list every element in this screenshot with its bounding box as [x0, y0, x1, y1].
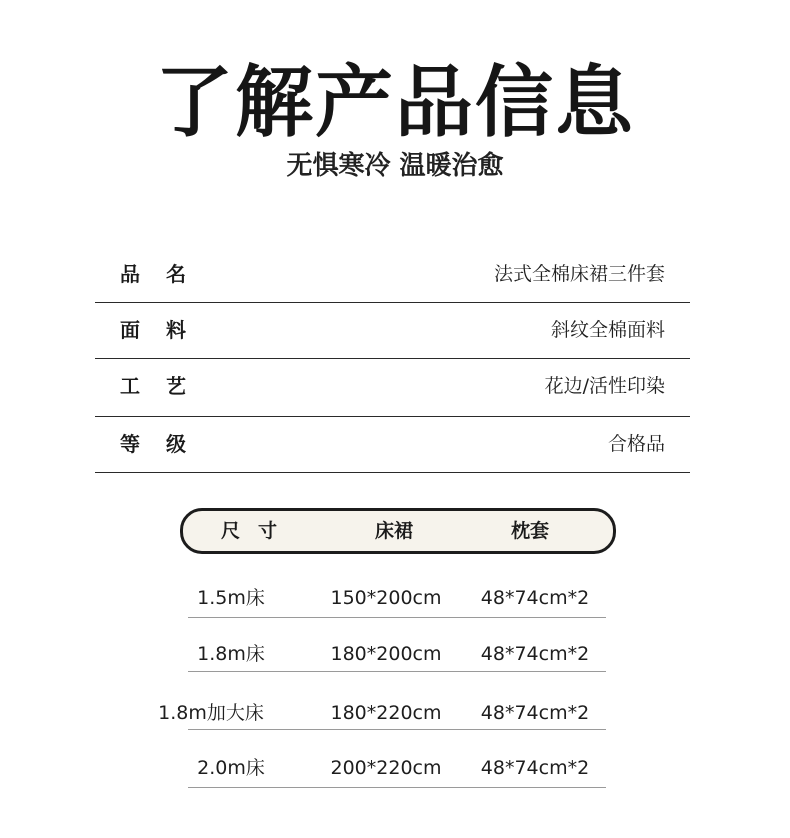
- row-divider: [188, 729, 606, 730]
- cell-pillowcase: 48*74cm*2: [480, 643, 590, 665]
- cell-size: 1.5m床: [197, 587, 265, 609]
- info-value: 合格品: [607, 433, 665, 455]
- info-label: 工艺: [120, 374, 212, 398]
- info-value: 法式全棉床裙三件套: [493, 263, 665, 285]
- info-label: 品名: [120, 262, 212, 286]
- cell-pillowcase: 48*74cm*2: [480, 587, 590, 609]
- row-divider: [188, 671, 606, 672]
- page-subtitle: 无惧寒冷 温暖治愈: [286, 151, 504, 181]
- info-row-name: [95, 246, 690, 303]
- cell-size: 1.8m床: [197, 643, 265, 665]
- info-row-grade: [95, 416, 690, 473]
- cell-pillowcase: 48*74cm*2: [480, 702, 590, 724]
- header-size: 尺寸: [220, 520, 295, 542]
- row-divider: [188, 787, 606, 788]
- row-divider: [188, 617, 606, 618]
- header-bed-skirt: 床裙: [374, 520, 413, 542]
- table-row: [0, 634, 790, 672]
- cell-size: 2.0m床: [197, 757, 265, 779]
- cell-size: 1.8m加大床: [158, 702, 264, 724]
- cell-bed-skirt: 150*200cm: [330, 587, 442, 609]
- cell-bed-skirt: 180*200cm: [330, 643, 442, 665]
- table-row: [0, 748, 790, 788]
- info-row-fabric: [95, 302, 690, 359]
- info-label: 等级: [120, 432, 212, 456]
- table-row: [0, 578, 790, 618]
- cell-pillowcase: 48*74cm*2: [480, 757, 590, 779]
- page-title: 了解产品信息: [154, 58, 635, 148]
- info-value: 花边/活性印染: [544, 375, 665, 397]
- info-value: 斜纹全棉面料: [550, 319, 665, 341]
- info-label: 面料: [120, 318, 212, 342]
- header-pillowcase: 枕套: [510, 520, 549, 542]
- info-row-craft: [95, 358, 690, 417]
- cell-bed-skirt: 200*220cm: [330, 757, 442, 779]
- cell-bed-skirt: 180*220cm: [330, 702, 442, 724]
- size-table-header: [180, 508, 616, 554]
- table-row: [0, 693, 790, 730]
